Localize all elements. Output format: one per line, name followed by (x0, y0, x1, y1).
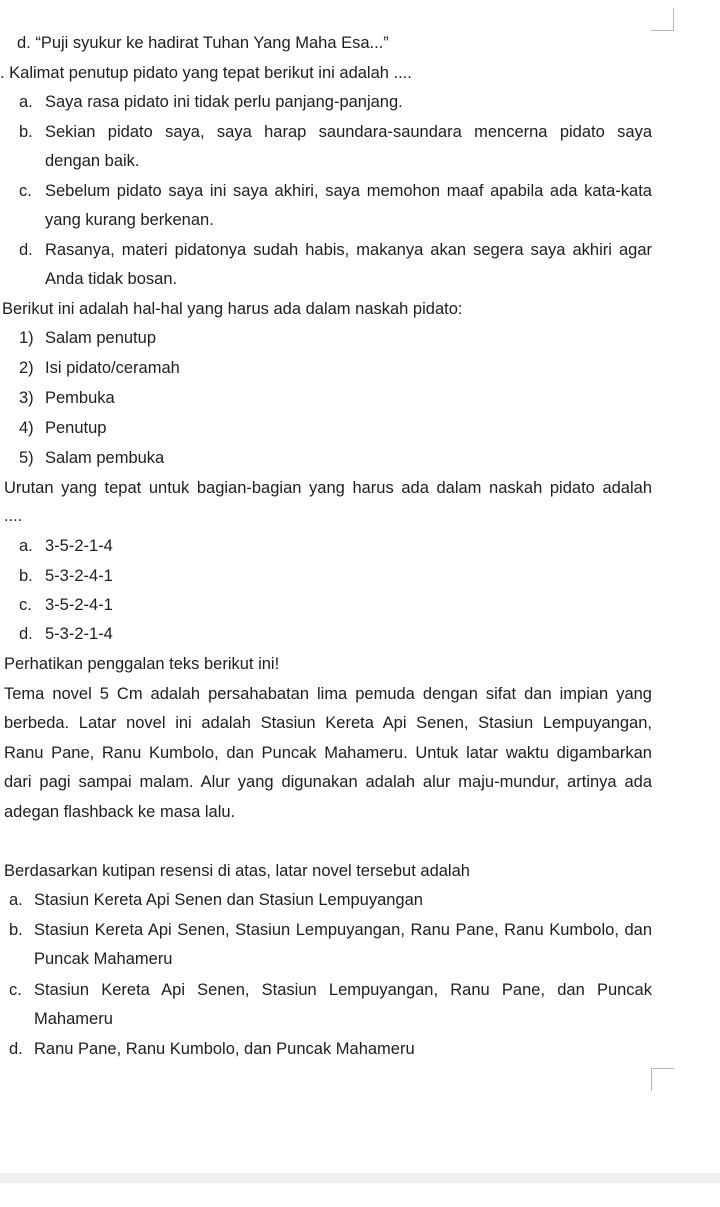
passage-line-1: Tema novel 5 Cm adalah persahabatan lima pemuda dengan sifat dan impian yang (4, 685, 652, 703)
passage-line-5: adegan flashback ke masa lalu. (4, 803, 236, 821)
setting-option-d-text: Ranu Pane, Ranu Kumbolo, dan Puncak Mahameru (34, 1040, 415, 1058)
page-corner-mark-top-right (651, 8, 674, 31)
closing-option-d-letter: d. (19, 241, 33, 259)
setting-option-b-letter: b. (9, 921, 23, 939)
order-item-4-number: 4) (19, 419, 34, 437)
setting-option-a-text: Stasiun Kereta Api Senen dan Stasiun Lempuyangan (34, 891, 423, 909)
question-closing-stem: . Kalimat penutup pidato yang tepat berikut ini adalah .... (0, 64, 412, 82)
question-order-stem-line-1: Urutan yang tepat untuk bagian-bagian yang harus ada dalam naskah pidato adalah (4, 479, 652, 497)
order-option-a-text: 3-5-2-1-4 (45, 537, 113, 555)
order-option-b-letter: b. (19, 567, 33, 585)
order-item-2-text: Isi pidato/ceramah (45, 359, 180, 377)
order-option-d-letter: d. (19, 625, 33, 643)
closing-option-b-text-line-1: Sekian pidato saya, saya harap saundara-saundara mencerna pidato saya (45, 123, 652, 141)
question-setting-intro: Perhatikan penggalan teks berikut ini! (4, 655, 280, 673)
passage-line-3: Ranu Pane, Ranu Kumbolo, dan Puncak Mahameru. Untuk latar waktu digambarkan (4, 744, 652, 762)
order-item-3-number: 3) (19, 389, 34, 407)
order-item-5-number: 5) (19, 449, 34, 467)
order-option-d-text: 5-3-2-1-4 (45, 625, 113, 643)
setting-option-b-text-line-2: Puncak Mahameru (34, 950, 173, 968)
page-corner-mark-bottom-right (651, 1068, 674, 1091)
setting-option-c-text-line-2: Mahameru (34, 1010, 113, 1028)
closing-option-b-letter: b. (19, 123, 33, 141)
order-item-1-number: 1) (19, 329, 34, 347)
closing-option-a-text: Saya rasa pidato ini tidak perlu panjang-panjang. (45, 93, 403, 111)
passage-line-4: dari pagi sampai malam. Alur yang digunakan adalah alur maju-mundur, artinya ada (4, 773, 652, 791)
order-item-1-text: Salam penutup (45, 329, 156, 347)
setting-option-b-text-line-1: Stasiun Kereta Api Senen, Stasiun Lempuyangan, Ranu Pane, Ranu Kumbolo, dan (34, 921, 652, 939)
order-option-b-text: 5-3-2-4-1 (45, 567, 113, 585)
order-option-c-letter: c. (19, 596, 32, 614)
order-item-4-text: Penutup (45, 419, 107, 437)
question-order-intro: Berikut ini adalah hal-hal yang harus ada dalam naskah pidato: (2, 300, 463, 318)
setting-option-a-letter: a. (9, 891, 23, 909)
order-option-c-text: 3-5-2-4-1 (45, 596, 113, 614)
setting-option-c-letter: c. (9, 981, 22, 999)
page-bottom-edge (0, 1173, 720, 1183)
prev-question-option-d: d. “Puji syukur ke hadirat Tuhan Yang Maha Esa...” (17, 34, 389, 52)
closing-option-d-text-line-2: Anda tidak bosan. (45, 270, 178, 288)
order-option-a-letter: a. (19, 537, 33, 555)
question-setting-stem: Berdasarkan kutipan resensi di atas, latar novel tersebut adalah (4, 862, 470, 880)
passage-line-2: berbeda. Latar novel ini adalah Stasiun Kereta Api Senen, Stasiun Lempuyangan, (4, 714, 652, 732)
closing-option-b-text-line-2: dengan baik. (45, 152, 140, 170)
question-order-stem-line-2: .... (4, 507, 23, 525)
order-item-3-text: Pembuka (45, 389, 115, 407)
order-item-5-text: Salam pembuka (45, 449, 165, 467)
closing-option-d-text-line-1: Rasanya, materi pidatonya sudah habis, makanya akan segera saya akhiri agar (45, 241, 652, 259)
closing-option-c-letter: c. (19, 182, 32, 200)
closing-option-c-text-line-1: Sebelum pidato saya ini saya akhiri, saya memohon maaf apabila ada kata-kata (45, 182, 652, 200)
closing-option-c-text-line-2: yang kurang berkenan. (45, 211, 214, 229)
setting-option-c-text-line-1: Stasiun Kereta Api Senen, Stasiun Lempuyangan, Ranu Pane, dan Puncak (34, 981, 652, 999)
order-item-2-number: 2) (19, 359, 34, 377)
setting-option-d-letter: d. (9, 1040, 23, 1058)
closing-option-a-letter: a. (19, 93, 33, 111)
